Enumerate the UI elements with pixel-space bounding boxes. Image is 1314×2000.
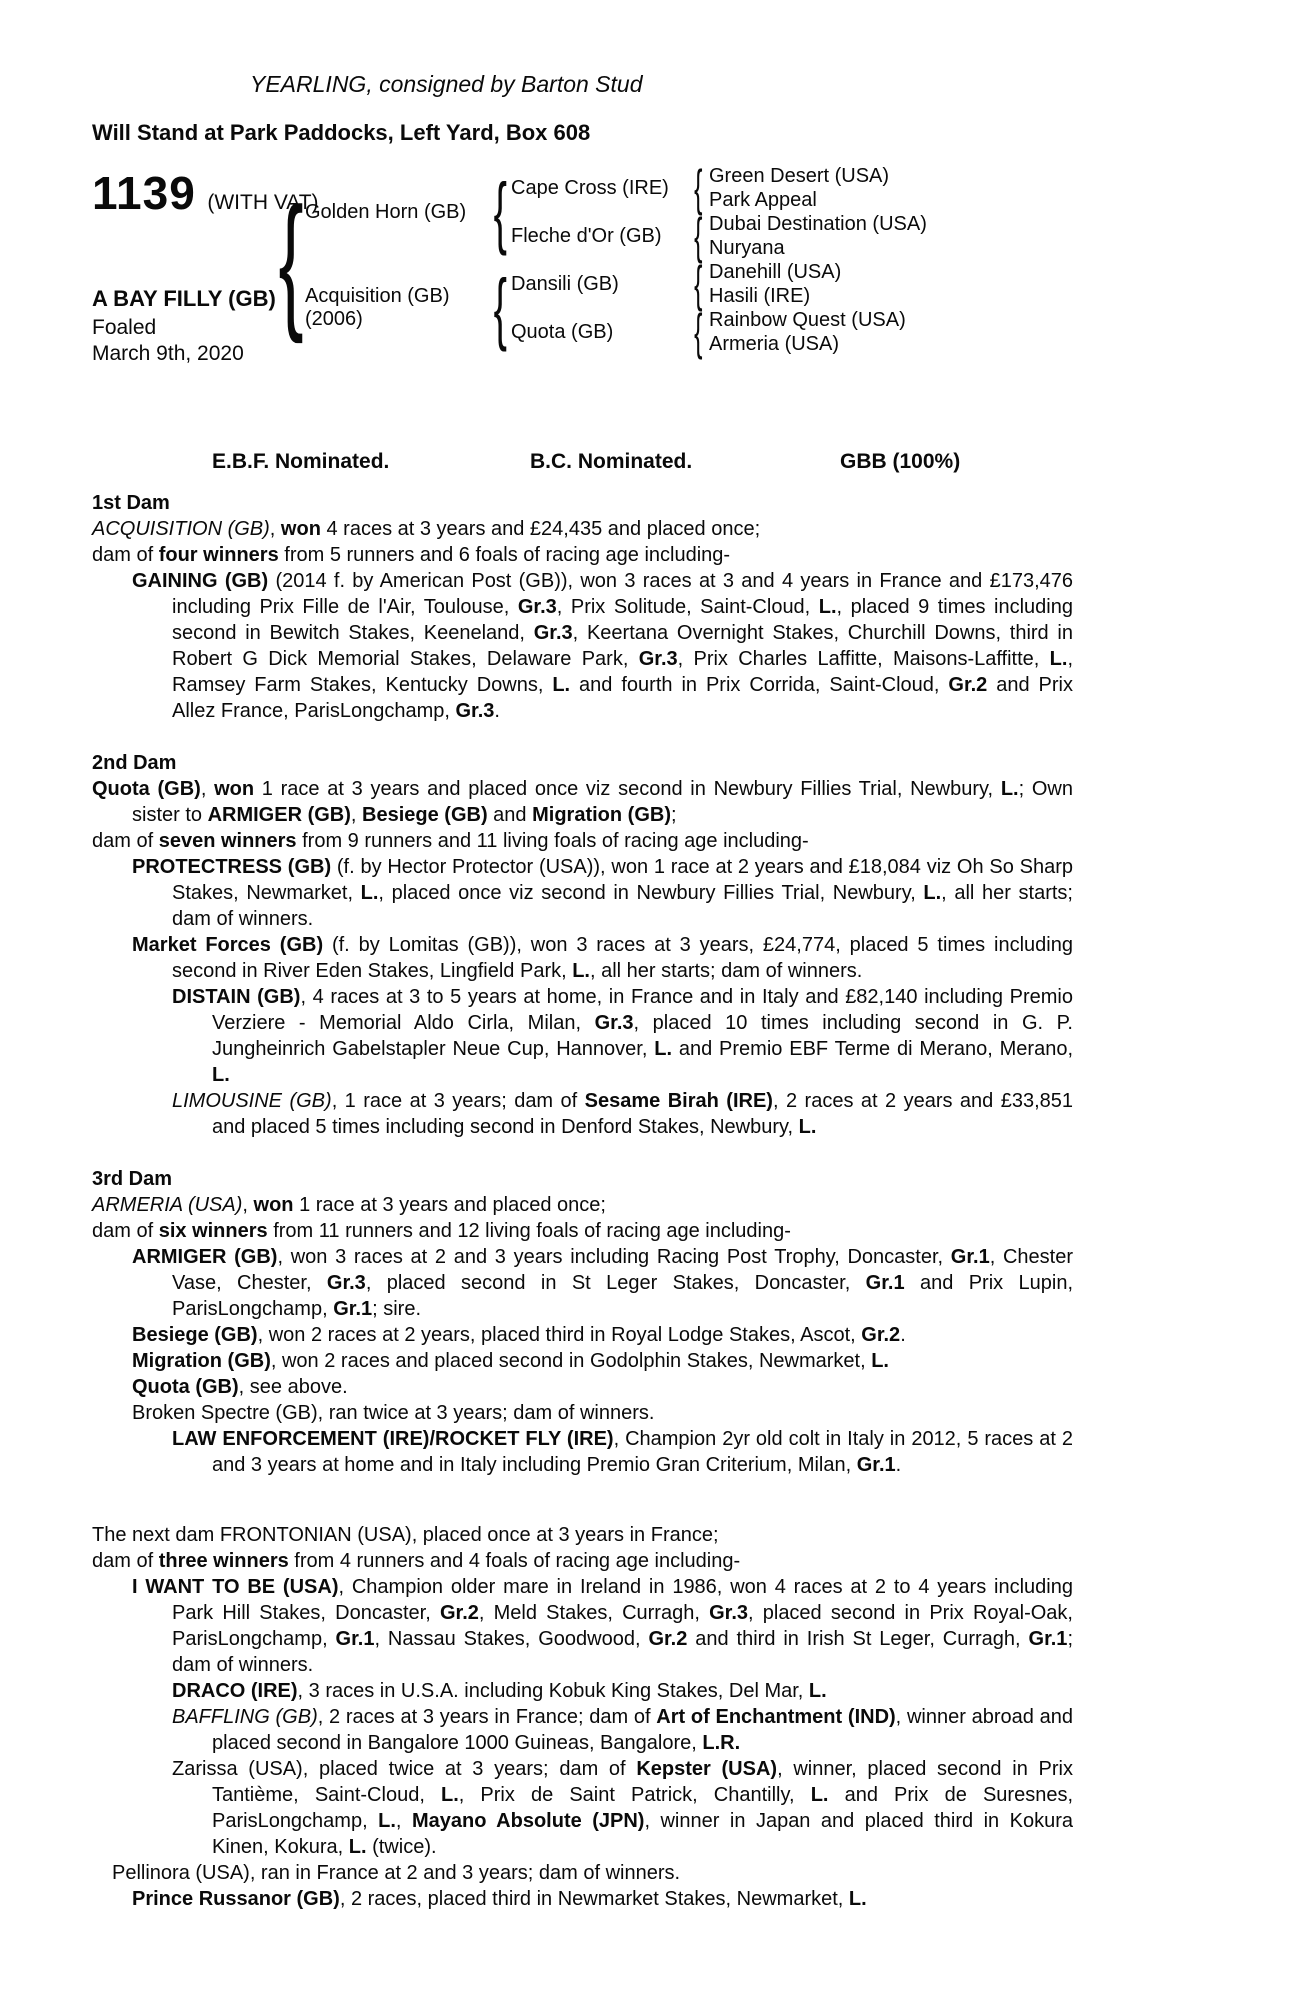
- text-run: , placed 9 times including second in Bewitch Stakes, Keeneland,: [172, 596, 1073, 644]
- text-run: , Champion older mare in Ireland in 1986, won 4 races at 2 to 4 years including Park Hill Stakes, Doncaster,: [172, 1576, 1073, 1624]
- paragraph: [132, 568, 1074, 724]
- brace-glyph: {: [693, 208, 703, 264]
- text-run: Quota (GB): [132, 1376, 239, 1398]
- text-run: (2014 f. by American Post (GB)), won 3 races at 3 and 4 years in France and £173,476 including Prix Fille de l'Air, Toulouse,: [172, 570, 1074, 618]
- text-run: and Prix Lupin, ParisLongchamp,: [172, 1272, 1074, 1320]
- text-run: .: [900, 1324, 906, 1346]
- grandsire-2: Dansili (GB): [511, 272, 619, 295]
- text-run: Gr.1: [856, 1454, 896, 1476]
- text-run: Migration (GB): [532, 804, 671, 826]
- text-run: , Prix de Saint Patrick, Chantilly,: [458, 1784, 811, 1806]
- text-run: ; Own sister to: [132, 778, 1073, 826]
- text-run: Gr.2: [861, 1324, 901, 1346]
- text-run: dam of: [92, 830, 159, 852]
- paragraph: [172, 1704, 1073, 1756]
- text-run: L.: [818, 596, 837, 618]
- text-run: L.: [923, 882, 942, 904]
- paragraph: [92, 828, 1073, 854]
- text-run: Gr.1: [865, 1272, 905, 1294]
- text-run: L.: [654, 1038, 673, 1060]
- text-run: ACQUISITION (GB): [92, 518, 270, 540]
- text-run: Gr.3: [455, 700, 495, 722]
- text-run: , placed second in St Leger Stakes, Doncaster,: [365, 1272, 866, 1294]
- text-run: L.: [1000, 778, 1019, 800]
- paragraph: [172, 1426, 1073, 1478]
- text-run: Migration (GB): [132, 1350, 271, 1372]
- consignor-title: YEARLING, consigned by Barton Stud: [250, 71, 643, 97]
- pedigree-brace-gp1: [687, 160, 709, 216]
- brace-glyph: {: [693, 304, 703, 360]
- text-run: , won 3 races at 2 and 3 years including Racing Post Trophy, Doncaster,: [277, 1246, 951, 1268]
- text-run: , 3 races in U.S.A. including Kobuk King Stakes, Del Mar,: [297, 1680, 809, 1702]
- paragraph: [132, 1244, 1074, 1322]
- text-run: 1 race at 3 years and placed once;: [293, 1194, 606, 1216]
- text-run: ,: [242, 1194, 254, 1216]
- text-run: , 4 races at 3 to 5 years at home, in France and in Italy and £82,140 including Premio Verziere - Memorial Aldo Cirla, Milan,: [212, 986, 1073, 1034]
- paragraph: [172, 1088, 1074, 1140]
- text-run: (f. by Lomitas (GB)), won 3 races at 3 years, £24,774, placed 5 times including second in River Eden Stakes, Lingfield Park,: [172, 934, 1073, 982]
- text-run: I WANT TO BE (USA): [132, 1576, 339, 1598]
- text-run: Gr.2: [648, 1628, 688, 1650]
- brace-glyph: {: [693, 256, 703, 312]
- great-grandparent: Danehill (USA): [709, 260, 842, 283]
- paragraph: [172, 1678, 1073, 1704]
- text-run: ; dam of winners.: [172, 1628, 1073, 1676]
- text-run: Gr.3: [638, 648, 678, 670]
- text-run: 4 races at 3 years and £24,435 and placed once;: [320, 518, 761, 540]
- text-run: 1 race at 3 years and placed once viz second in Newbury Fillies Trial, Newbury,: [254, 778, 1001, 800]
- text-run: , winner abroad and placed second in Bangalore 1000 Guineas, Bangalore,: [212, 1706, 1073, 1754]
- text-run: , 2 races, placed third in Newmarket Stakes, Newmarket,: [339, 1888, 849, 1910]
- text-run: .: [494, 700, 500, 722]
- paragraph: [132, 1574, 1073, 1678]
- text-run: LIMOUSINE (GB): [172, 1090, 332, 1112]
- text-run: Broken Spectre (GB), ran twice at 3 years; dam of winners.: [132, 1402, 655, 1424]
- text-run: and Premio EBF Terme di Merano, Merano,: [672, 1038, 1073, 1060]
- text-run: L.: [212, 1064, 230, 1086]
- foaled-date: March 9th, 2020: [92, 342, 244, 365]
- paragraph: [92, 1548, 1073, 1574]
- ebf-nominated: E.B.F. Nominated.: [212, 450, 390, 473]
- text-run: dam of: [92, 1220, 159, 1242]
- pedigree-sire: [305, 164, 489, 260]
- pedigree-dam: [305, 260, 489, 356]
- text-run: Gr.1: [335, 1628, 375, 1650]
- text-run: , all her starts; dam of winners.: [590, 960, 863, 982]
- text-run: , placed second in Prix Royal-Oak, ParisLongchamp,: [172, 1602, 1073, 1650]
- text-run: , see above.: [238, 1376, 348, 1398]
- text-run: PROTECTRESS (GB): [132, 856, 332, 878]
- pedigree-brace-gp2: [687, 208, 709, 264]
- paragraph: [92, 542, 1073, 568]
- great-grandparent: Hasili (IRE): [709, 284, 811, 307]
- text-run: dam of: [92, 544, 159, 566]
- text-run: L.: [572, 960, 590, 982]
- text-run: L.R.: [702, 1732, 741, 1754]
- paragraph: [132, 1348, 1073, 1374]
- text-run: , Prix Charles Laffitte, Maisons-Laffitte,: [677, 648, 1050, 670]
- text-run: Pellinora (USA), ran in France at 2 and 3 years; dam of winners.: [112, 1862, 681, 1884]
- text-run: , 1 race at 3 years; dam of: [331, 1090, 585, 1112]
- text-run: (f. by Hector Protector (USA)), won 1 race at 2 years and £18,084 viz Oh So Sharp Stakes, Newmarket,: [172, 856, 1073, 904]
- text-run: ,: [269, 518, 281, 540]
- text-run: 1st Dam: [92, 492, 170, 514]
- text-run: Gr.3: [709, 1602, 748, 1624]
- text-run: ARMIGER (GB): [207, 804, 351, 826]
- text-run: won: [253, 1194, 294, 1216]
- text-run: ARMERIA (USA): [92, 1194, 243, 1216]
- text-run: four winners: [158, 544, 279, 566]
- paragraph-gap: [92, 724, 1073, 750]
- text-run: from 4 runners and 4 foals of racing age including-: [288, 1550, 741, 1572]
- text-run: Quota (GB): [92, 778, 201, 800]
- text-run: , winner in Japan and placed third in Kokura Kinen, Kokura,: [212, 1810, 1074, 1858]
- text-run: , Prix Solitude, Saint-Cloud,: [556, 596, 819, 618]
- horse-name: A BAY FILLY (GB): [92, 286, 276, 311]
- text-run: , Meld Stakes, Curragh,: [478, 1602, 710, 1624]
- text-run: , placed 10 times including second in G. P. Jungheinrich Gabelstapler Neue Cup, Hannover,: [212, 1012, 1073, 1060]
- text-run: won: [280, 518, 321, 540]
- paragraph: [92, 1192, 1073, 1218]
- pedigree-table: [92, 160, 1073, 365]
- text-run: L.: [360, 882, 379, 904]
- text-run: 3rd Dam: [92, 1168, 173, 1190]
- paragraph: [92, 516, 1073, 542]
- brace-glyph: {: [493, 263, 507, 352]
- text-run: Gr.1: [950, 1246, 990, 1268]
- text-run: Besiege (GB): [362, 804, 488, 826]
- text-run: Gr.3: [533, 622, 573, 644]
- stand-location-line: Will Stand at Park Paddocks, Left Yard, Box 608: [92, 120, 591, 145]
- text-run: dam of: [92, 1550, 159, 1572]
- nominations-line: [92, 450, 1073, 476]
- pedigree-brace-gp4: [687, 304, 709, 360]
- text-run: L.: [348, 1836, 367, 1858]
- text-run: Sesame Birah (IRE): [584, 1090, 773, 1112]
- paragraph: [92, 1166, 1073, 1192]
- text-run: Besiege (GB): [132, 1324, 258, 1346]
- great-grandparent: Dubai Destination (USA): [709, 212, 927, 235]
- text-run: from 9 runners and 11 living foals of racing age including-: [296, 830, 809, 852]
- text-run: , won 2 races at 2 years, placed third in Royal Lodge Stakes, Ascot,: [257, 1324, 862, 1346]
- great-grandparent: Rainbow Quest (USA): [709, 308, 906, 331]
- text-run: (twice).: [366, 1836, 437, 1858]
- paragraph-gap: [92, 1478, 1073, 1522]
- text-run: , Chester Vase, Chester,: [172, 1246, 1073, 1294]
- granddam-2: Quota (GB): [511, 320, 614, 343]
- text-run: L.: [798, 1116, 817, 1138]
- text-run: ,: [395, 1810, 412, 1832]
- text-run: seven winners: [158, 830, 297, 852]
- text-run: , Champion 2yr old colt in Italy in 2012, 5 races at 2 and 3 years at home and in Italy including Premio Gran Criterium, Milan,: [212, 1428, 1073, 1476]
- text-run: from 11 runners and 12 living foals of racing age including-: [267, 1220, 791, 1242]
- text-run: LAW ENFORCEMENT (IRE)/ROCKET FLY (IRE): [172, 1428, 614, 1450]
- gbb-note: GBB (100%): [840, 450, 961, 473]
- text-run: L.: [378, 1810, 396, 1832]
- paragraph: [92, 490, 1073, 516]
- foaled-label: Foaled: [92, 316, 157, 339]
- paragraph: [132, 1400, 1073, 1426]
- text-run: Gr.3: [594, 1012, 634, 1034]
- paragraph-gap: [92, 1140, 1073, 1166]
- great-grandparent: Green Desert (USA): [709, 164, 890, 187]
- paragraph: [172, 1756, 1074, 1860]
- text-run: and third in Irish St Leger, Curragh,: [687, 1628, 1029, 1650]
- text-run: Gr.2: [948, 674, 988, 696]
- text-run: won: [214, 778, 255, 800]
- text-run: L.: [810, 1784, 829, 1806]
- text-run: Kepster (USA): [636, 1758, 778, 1780]
- text-run: L.: [440, 1784, 459, 1806]
- lot-number: 1139: [92, 167, 196, 219]
- text-run: .: [895, 1454, 902, 1476]
- pedigree-brace-dam: [489, 260, 511, 356]
- text-run: DRACO (IRE): [172, 1680, 298, 1702]
- text-run: Market Forces (GB): [132, 934, 324, 956]
- catalog-body: [92, 490, 1073, 1912]
- text-run: and Prix de Suresnes, ParisLongchamp,: [212, 1784, 1073, 1832]
- paragraph: [132, 854, 1073, 932]
- granddam-1: Fleche d'Or (GB): [511, 224, 662, 247]
- paragraph: [92, 1218, 1073, 1244]
- text-run: The next dam FRONTONIAN (USA), placed once at 3 years in France;: [92, 1524, 719, 1546]
- text-run: Gr.1: [1028, 1628, 1068, 1650]
- text-run: 2nd Dam: [92, 752, 177, 774]
- text-run: GAINING (GB): [132, 570, 269, 592]
- paragraph: [92, 776, 1073, 828]
- text-run: ,: [350, 804, 363, 826]
- sire-name: Golden Horn (GB): [305, 200, 467, 223]
- text-run: ; sire.: [372, 1298, 422, 1320]
- paragraph: [92, 750, 1073, 776]
- vat-note: (WITH VAT): [207, 191, 319, 214]
- pedigree-brace-main: [277, 164, 305, 356]
- text-run: , winner, placed second in Prix Tantième, Saint-Cloud,: [212, 1758, 1073, 1806]
- text-run: , Keertana Overnight Stakes, Churchill Downs, third in Robert G Dick Memorial Stakes, Delaware Park,: [172, 622, 1073, 670]
- text-run: , Nassau Stakes, Goodwood,: [374, 1628, 649, 1650]
- paragraph: [132, 1886, 1073, 1912]
- text-run: Gr.3: [517, 596, 557, 618]
- lot-info: [92, 164, 319, 365]
- text-run: L.: [552, 674, 571, 696]
- text-run: , 2 races at 3 years in France; dam of: [317, 1706, 657, 1728]
- text-run: Gr.1: [333, 1298, 373, 1320]
- text-run: , 2 races at 2 years and £33,851 and placed 5 times including second in Denford Stakes, Newbury,: [212, 1090, 1074, 1138]
- text-run: ,: [200, 778, 215, 800]
- text-run: and Prix Allez France, ParisLongchamp,: [172, 674, 1073, 722]
- grandsire-1: Cape Cross (IRE): [511, 176, 669, 199]
- brace-glyph: {: [693, 160, 703, 216]
- text-run: Prince Russanor (GB): [132, 1888, 340, 1910]
- text-run: three winners: [158, 1550, 289, 1572]
- text-run: L.: [808, 1680, 827, 1702]
- bc-nominated: B.C. Nominated.: [530, 450, 693, 473]
- text-run: ARMIGER (GB): [132, 1246, 278, 1268]
- brace-glyph: {: [493, 167, 507, 256]
- great-grandparent: Armeria (USA): [709, 332, 840, 355]
- text-run: , all her starts; dam of winners.: [172, 882, 1073, 930]
- text-run: Zarissa (USA), placed twice at 3 years; dam of: [172, 1758, 637, 1780]
- paragraph: [172, 984, 1073, 1088]
- dam-year: (2006): [305, 308, 363, 330]
- paragraph: [132, 1374, 1073, 1400]
- paragraph: [92, 1522, 1073, 1548]
- great-grandparent: Nuryana: [709, 236, 785, 259]
- text-run: L.: [848, 1888, 867, 1910]
- text-run: and fourth in Prix Corrida, Saint-Cloud,: [570, 674, 949, 696]
- great-grandparent: Park Appeal: [709, 188, 817, 211]
- text-run: Gr.2: [439, 1602, 479, 1624]
- paragraph: [132, 932, 1073, 984]
- text-run: from 5 runners and 6 foals of racing age including-: [278, 544, 731, 566]
- text-run: ;: [670, 804, 677, 826]
- text-run: L.: [871, 1350, 889, 1372]
- text-run: DISTAIN (GB): [172, 986, 301, 1008]
- paragraph: [112, 1860, 1073, 1886]
- text-run: , placed once viz second in Newbury Fillies Trial, Newbury,: [378, 882, 924, 904]
- text-run: L.: [1049, 648, 1068, 670]
- pedigree-brace-gp3: [687, 256, 709, 312]
- text-run: six winners: [158, 1220, 268, 1242]
- text-run: and: [487, 804, 533, 826]
- text-run: , won 2 races and placed second in Godolphin Stakes, Newmarket,: [270, 1350, 872, 1372]
- brace-glyph: {: [278, 176, 304, 344]
- paragraph: [132, 1322, 1073, 1348]
- text-run: Art of Enchantment (IND): [656, 1706, 896, 1728]
- text-run: Mayano Absolute (JPN): [411, 1810, 645, 1832]
- text-run: Gr.3: [326, 1272, 366, 1294]
- dam-name: Acquisition (GB): [305, 285, 450, 307]
- text-run: BAFFLING (GB): [172, 1706, 318, 1728]
- pedigree-brace-sire: [489, 164, 511, 260]
- text-run: , Ramsey Farm Stakes, Kentucky Downs,: [172, 648, 1073, 696]
